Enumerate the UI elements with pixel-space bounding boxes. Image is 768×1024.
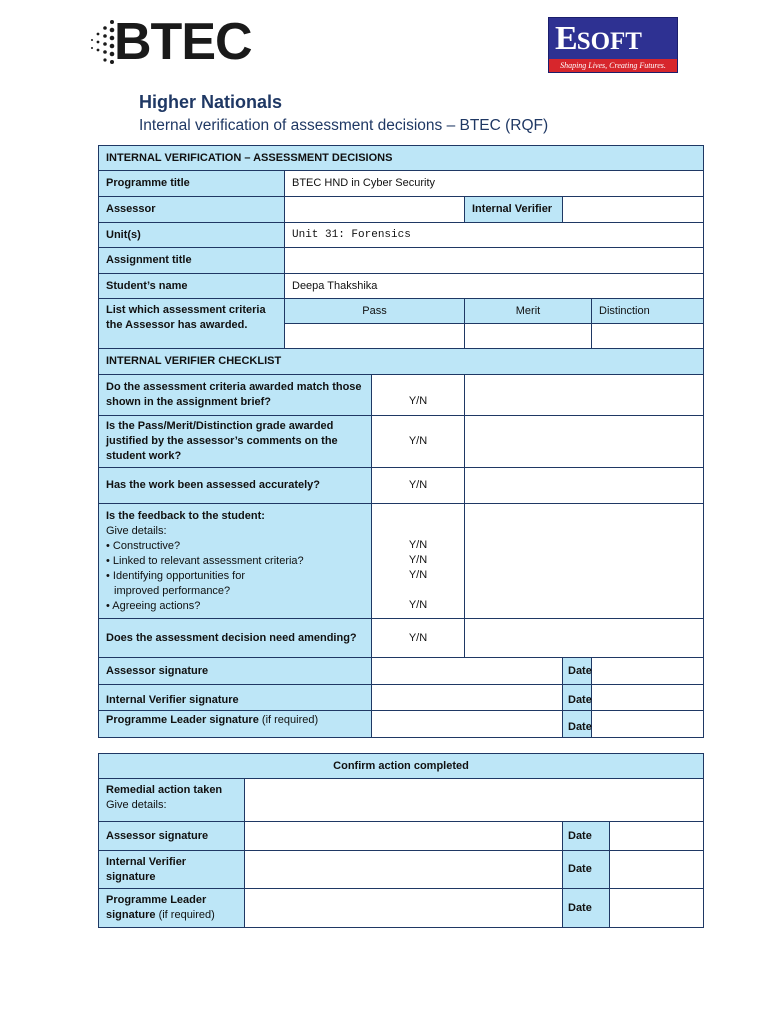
pl-signature-label: Programme Leader signature (if required) — [99, 711, 372, 738]
checklist-q1: Do the assessment criteria awarded match those shown in the assignment brief? — [99, 375, 372, 416]
q4-comment-field[interactable] — [465, 504, 704, 619]
internal-verifier-label: Internal Verifier — [465, 197, 563, 223]
checklist-heading: INTERNAL VERIFIER CHECKLIST — [99, 349, 704, 375]
assessment-decisions-table — [98, 145, 704, 738]
confirm-pl-date-label: Date — [563, 889, 610, 928]
btec-logo — [90, 13, 252, 72]
confirm-assessor-signature-field[interactable] — [245, 822, 563, 851]
iv-signature-label: Internal Verifier signature — [99, 685, 372, 711]
page-title: Higher Nationals — [139, 92, 283, 112]
units-field[interactable]: Unit 31: Forensics — [285, 223, 704, 248]
pass-column-header: Pass — [285, 299, 465, 324]
confirm-pl-signature-field[interactable] — [245, 889, 563, 928]
iv-date-field[interactable] — [592, 685, 704, 711]
esoft-wordmark: ESOFT — [555, 20, 642, 57]
confirm-iv-signature-label: Internal Verifier signature — [99, 851, 245, 889]
q4-yn-agreeing[interactable]: Y/N — [408, 599, 428, 611]
remedial-action-field[interactable] — [245, 779, 704, 822]
assessor-field[interactable] — [285, 197, 465, 223]
esoft-logo — [548, 17, 678, 73]
pl-date-label: Date — [563, 711, 592, 738]
q4-yn-group — [372, 504, 465, 619]
page-subtitle: Internal verification of assessment decisions – BTEC (RQF) — [139, 117, 549, 134]
iv-signature-field[interactable] — [372, 685, 563, 711]
pl-signature-field[interactable] — [372, 711, 563, 738]
merit-field[interactable] — [465, 324, 592, 349]
confirm-iv-date-label: Date — [563, 851, 610, 889]
distinction-field[interactable] — [592, 324, 704, 349]
confirm-assessor-signature-label: Assessor signature — [99, 822, 245, 851]
q4-bullet-constructive: • Constructive? — [106, 539, 181, 552]
assignment-title-label: Assignment title — [99, 248, 285, 274]
q4-title: Is the feedback to the student: — [106, 509, 265, 522]
q5-yn[interactable]: Y/N — [372, 619, 465, 658]
programme-title-field[interactable]: BTEC HND in Cyber Security — [285, 171, 704, 197]
q3-comment-field[interactable] — [465, 468, 704, 504]
confirm-pl-date-field[interactable] — [610, 889, 704, 928]
remedial-action-label: Remedial action taken Give details: — [99, 779, 245, 822]
btec-wordmark: BTEC — [114, 13, 252, 71]
q4-bullet-improved: improved performance? — [114, 584, 231, 597]
q5-comment-field[interactable] — [465, 619, 704, 658]
q4-yn-identifying[interactable]: Y/N — [408, 569, 428, 581]
q4-yn-constructive[interactable]: Y/N — [408, 539, 428, 551]
confirm-iv-date-field[interactable] — [610, 851, 704, 889]
q4-give-details: Give details: — [106, 524, 167, 537]
student-name-label: Student’s name — [99, 274, 285, 299]
assessor-date-field[interactable] — [592, 658, 704, 685]
q4-bullet-identifying: • Identifying opportunities for — [106, 569, 245, 582]
q4-yn-linked[interactable]: Y/N — [408, 554, 428, 566]
pl-date-field[interactable] — [592, 711, 704, 738]
q4-bullet-agreeing: • Agreeing actions? — [106, 599, 201, 612]
q2-comment-field[interactable] — [465, 416, 704, 468]
confirm-pl-signature-label: Programme Leader signature (if required) — [99, 889, 245, 928]
confirm-assessor-date-label: Date — [563, 822, 610, 851]
assessor-signature-field[interactable] — [372, 658, 563, 685]
units-label: Unit(s) — [99, 223, 285, 248]
assignment-title-field[interactable] — [285, 248, 704, 274]
merit-column-header: Merit — [465, 299, 592, 324]
confirm-action-table — [98, 753, 704, 928]
q1-comment-field[interactable] — [465, 375, 704, 416]
q3-yn[interactable]: Y/N — [372, 468, 465, 504]
checklist-q4 — [99, 504, 372, 619]
q1-yn[interactable]: Y/N — [372, 375, 465, 416]
checklist-q5: Does the assessment decision need amending? — [99, 619, 372, 658]
distinction-column-header: Distinction — [592, 299, 704, 324]
remedial-give-details: Give details: — [106, 799, 167, 811]
criteria-label: List which assessment criteria the Assessor has awarded. — [99, 299, 285, 349]
assessor-signature-label: Assessor signature — [99, 658, 372, 685]
internal-verifier-field[interactable] — [563, 197, 704, 223]
assessor-label: Assessor — [99, 197, 285, 223]
btec-dots-icon — [90, 16, 116, 72]
confirm-iv-signature-field[interactable] — [245, 851, 563, 889]
decisions-heading: INTERNAL VERIFICATION – ASSESSMENT DECISIONS — [99, 146, 704, 171]
programme-title-label: Programme title — [99, 171, 285, 197]
q4-bullet-linked: • Linked to relevant assessment criteria? — [106, 554, 304, 567]
student-name-field[interactable]: Deepa Thakshika — [285, 274, 704, 299]
assessor-date-label: Date — [563, 658, 592, 685]
iv-date-label: Date — [563, 685, 592, 711]
confirm-heading: Confirm action completed — [99, 754, 704, 779]
confirm-assessor-date-field[interactable] — [610, 822, 704, 851]
checklist-q3: Has the work been assessed accurately? — [99, 468, 372, 504]
esoft-tagline: Shaping Lives, Creating Futures. — [549, 59, 677, 72]
checklist-q2: Is the Pass/Merit/Distinction grade awarded justified by the assessor’s comments on the student work? — [99, 416, 372, 468]
q2-yn[interactable]: Y/N — [372, 416, 465, 468]
pass-field[interactable] — [285, 324, 465, 349]
